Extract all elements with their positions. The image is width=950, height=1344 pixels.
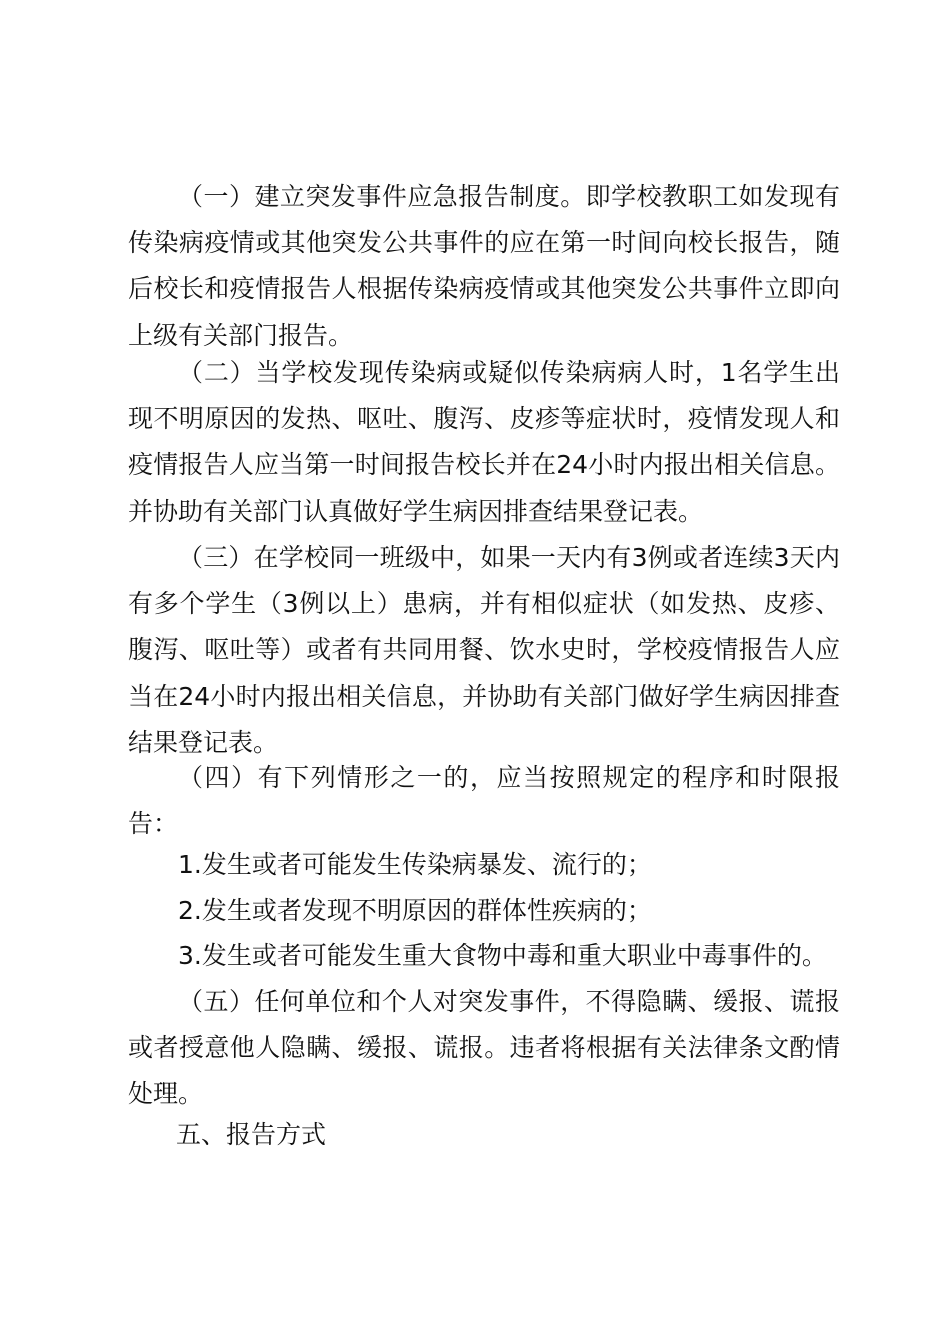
list-item-poisoning-event: 3.发生或者可能发生重大食物中毒和重大职业中毒事件的。 bbox=[178, 941, 827, 970]
list-item-epidemic-outbreak: 1.发生或者可能发生传染病暴发、流行的； bbox=[178, 850, 652, 879]
paragraph-no-concealment: （五）任何单位和个人对突发事件，不得隐瞒、缓报、谎报或者授意他人隐瞒、缓报、谎报。违者将根据有关法律条文酌情处理。 bbox=[128, 987, 840, 1109]
paragraph-reporting-conditions: （四）有下列情形之一的，应当按照规定的程序和时限报告： bbox=[128, 763, 840, 839]
list-item-unknown-disease: 2.发生或者发现不明原因的群体性疾病的； bbox=[178, 896, 652, 925]
paragraph-class-cluster-report: （三）在学校同一班级中，如果一天内有3例或者连续3天内有多个学生（3例以上）患病，并有相似症状（如发热、皮疹、腹泻、呕吐等）或者有共同用餐、饮水史时，学校疫情报告人应当在24小时内报出相关信息，并协助有关部门做好学生病因排查结果登记表。 bbox=[128, 543, 840, 757]
section-heading-reporting-method: 五、报告方式 bbox=[176, 1120, 327, 1149]
paragraph-student-illness-report: （二）当学校发现传染病或疑似传染病病人时，1名学生出现不明原因的发热、呕吐、腹泻、皮疹等症状时，疫情发现人和疫情报告人应当第一时间报告校长并在24小时内报出相关信息。并协助有关部门认真做好学生病因排查结果登记表。 bbox=[128, 358, 840, 526]
paragraph-reporting-system: （一）建立突发事件应急报告制度。即学校教职工如发现有传染病疫情或其他突发公共事件的应在第一时间向校长报告，随后校长和疫情报告人根据传染病疫情或其他突发公共事件立即向上级有关部门报告。 bbox=[128, 182, 840, 350]
